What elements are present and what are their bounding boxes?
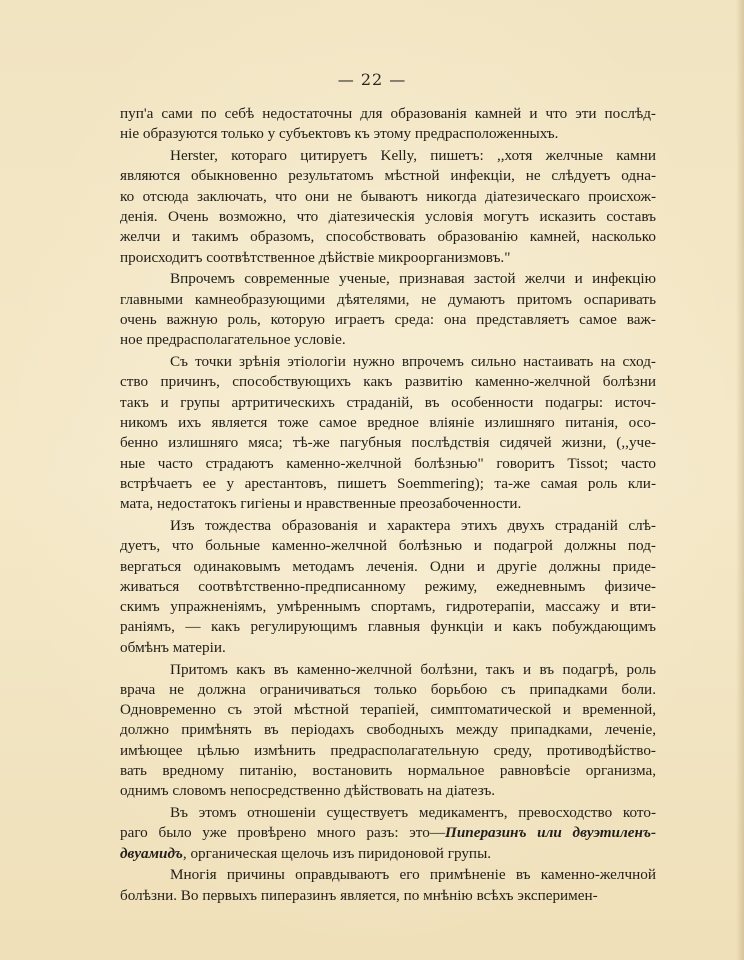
text-line: имѣющее цѣлью измѣнить предрасполагательную среду, противодѣйство- <box>120 741 656 759</box>
text-line: главными камнеобразующими дѣятелями, не думаютъ притомъ оспаривать <box>120 290 656 308</box>
text-line: Въ этомъ отношеніи существуетъ медикаментъ, превосходство кото- <box>170 804 656 822</box>
text-line: денія. Очень возможно, что діатезическія условія могутъ исказить составъ <box>120 207 656 225</box>
emphasized-term: Пиперазинъ или двуэтиленъ- <box>445 824 657 842</box>
text-line: Изъ тождества образованія и характера этихъ двухъ страданій слѣ- <box>170 516 656 534</box>
text-line: раго было уже провѣрено много разъ: это—Пиперазинъ или двуэтиленъ- <box>120 824 657 842</box>
paragraph <box>120 516 656 658</box>
text-line: ніе образуются только у субъектовъ къ этому предрасположенныхъ. <box>120 125 559 143</box>
text-line: ко отсюда заключать, что они не бываютъ никогда діатезическаго происхож- <box>120 187 656 205</box>
page-number: — 22 — <box>337 70 407 89</box>
text-line: Многія причины оправдываютъ его примѣненіе въ каменно-желчной <box>170 866 656 884</box>
text-line: обмѣнъ матеріи. <box>120 638 226 656</box>
paragraph <box>120 146 656 268</box>
text-line: вергаться одинаковымъ методамъ леченія. Одни и другіе должны приде- <box>120 557 656 575</box>
text-line: такъ и групы артритическихъ страданій, въ особенности подагры: источ- <box>120 393 656 411</box>
text-line: живаться соотвѣтственно-предписанному режиму, ежедневнымъ физиче- <box>120 577 656 595</box>
emphasized-term: двуамидъ <box>120 844 183 862</box>
text-line: Herster, котораго цитируетъ Kelly, пишетъ: ,,хотя желчные камни <box>170 147 656 165</box>
text-line: Притомъ какъ въ каменно-желчной болѣзни, такъ и въ подагрѣ, роль <box>170 660 656 678</box>
text-line: вать вредному питанію, востановить нормальное равновѣсіе организма, <box>120 762 656 779</box>
text-line: очень важную роль, которую играетъ среда: она представляетъ самое важ- <box>120 310 656 328</box>
text-line: ство причинъ, способствующихъ какъ развитію каменно-желчной болѣзни <box>120 373 656 391</box>
text-line: происходитъ соотвѣтственное дѣйствіе микроорганизмовъ." <box>120 248 511 266</box>
text-line: желчи и такимъ образомъ, способствовать образованію камней, насколько <box>120 228 656 246</box>
text-line: врача не должна ограничиваться только борьбою съ припадками боли. <box>120 680 656 698</box>
text-line: никомъ ихъ является тоже самое вредное вліяніе излишняго питанія, осо- <box>120 413 656 431</box>
paragraph <box>120 352 656 514</box>
text-line: являются обыкновенно результатомъ мѣстной инфекціи, не слѣдуетъ одна- <box>120 167 656 185</box>
text-line: встрѣчаетъ ее у арестантовъ, пишетъ Soemmering); та-же самая роль кли- <box>120 474 656 492</box>
text-line: Съ точки зрѣнія этіологіи нужно впрочемъ сильно настаивать на сход- <box>170 353 656 371</box>
page-edge-shadow <box>736 0 744 960</box>
text-line: ные часто страдаютъ каменно-желчной болѣзнью" говоритъ Tissot; часто <box>120 454 656 472</box>
text-line: болѣзни. Во первыхъ пиперазинъ является, по мнѣнію всѣхъ эксперимен- <box>120 886 598 904</box>
text-line: должно примѣнять въ періодахъ свободныхъ между припадками, леченіе, <box>120 721 656 739</box>
text-line: мата, недостатокъ гигіены и нравственные преозабоченности. <box>120 495 522 513</box>
body-text <box>120 104 656 908</box>
text-line: Впрочемъ современные ученые, признавая застой желчи и инфекцію <box>170 270 656 288</box>
text-line: ное предрасполагательное условіе. <box>120 331 346 349</box>
paragraph <box>120 269 656 350</box>
text-line: пуп'а сами по себѣ недостаточны для образованія камней и что эти послѣд- <box>120 105 656 122</box>
paragraph <box>120 803 656 864</box>
text-line: Одновременно съ этой мѣстной терапіей, симптоматической и временной, <box>120 701 656 719</box>
text-line: однимъ словомъ непосредственно дѣйствовать на діатезъ. <box>120 782 496 800</box>
text-line: раніямъ, — какъ регулирующимъ главныя функціи и какъ побуждающимъ <box>120 618 656 636</box>
text-line: двуамидъ, органическая щелочь изъ пиридоновой групы. <box>120 844 492 862</box>
paragraph <box>120 104 656 145</box>
text-line: дуетъ, что больные каменно-желчной болѣзнью и подагрой должны под- <box>120 537 656 555</box>
paragraph <box>120 660 656 802</box>
text-line: бенно излишняго мяса; тѣ-же пагубныя послѣдствія сидячей жизни, (,,уче- <box>120 434 656 452</box>
paragraph <box>120 865 656 906</box>
text-line: скимъ упражненіямъ, умѣреннымъ спортамъ, гидротерапіи, массажу и вти- <box>120 598 656 616</box>
